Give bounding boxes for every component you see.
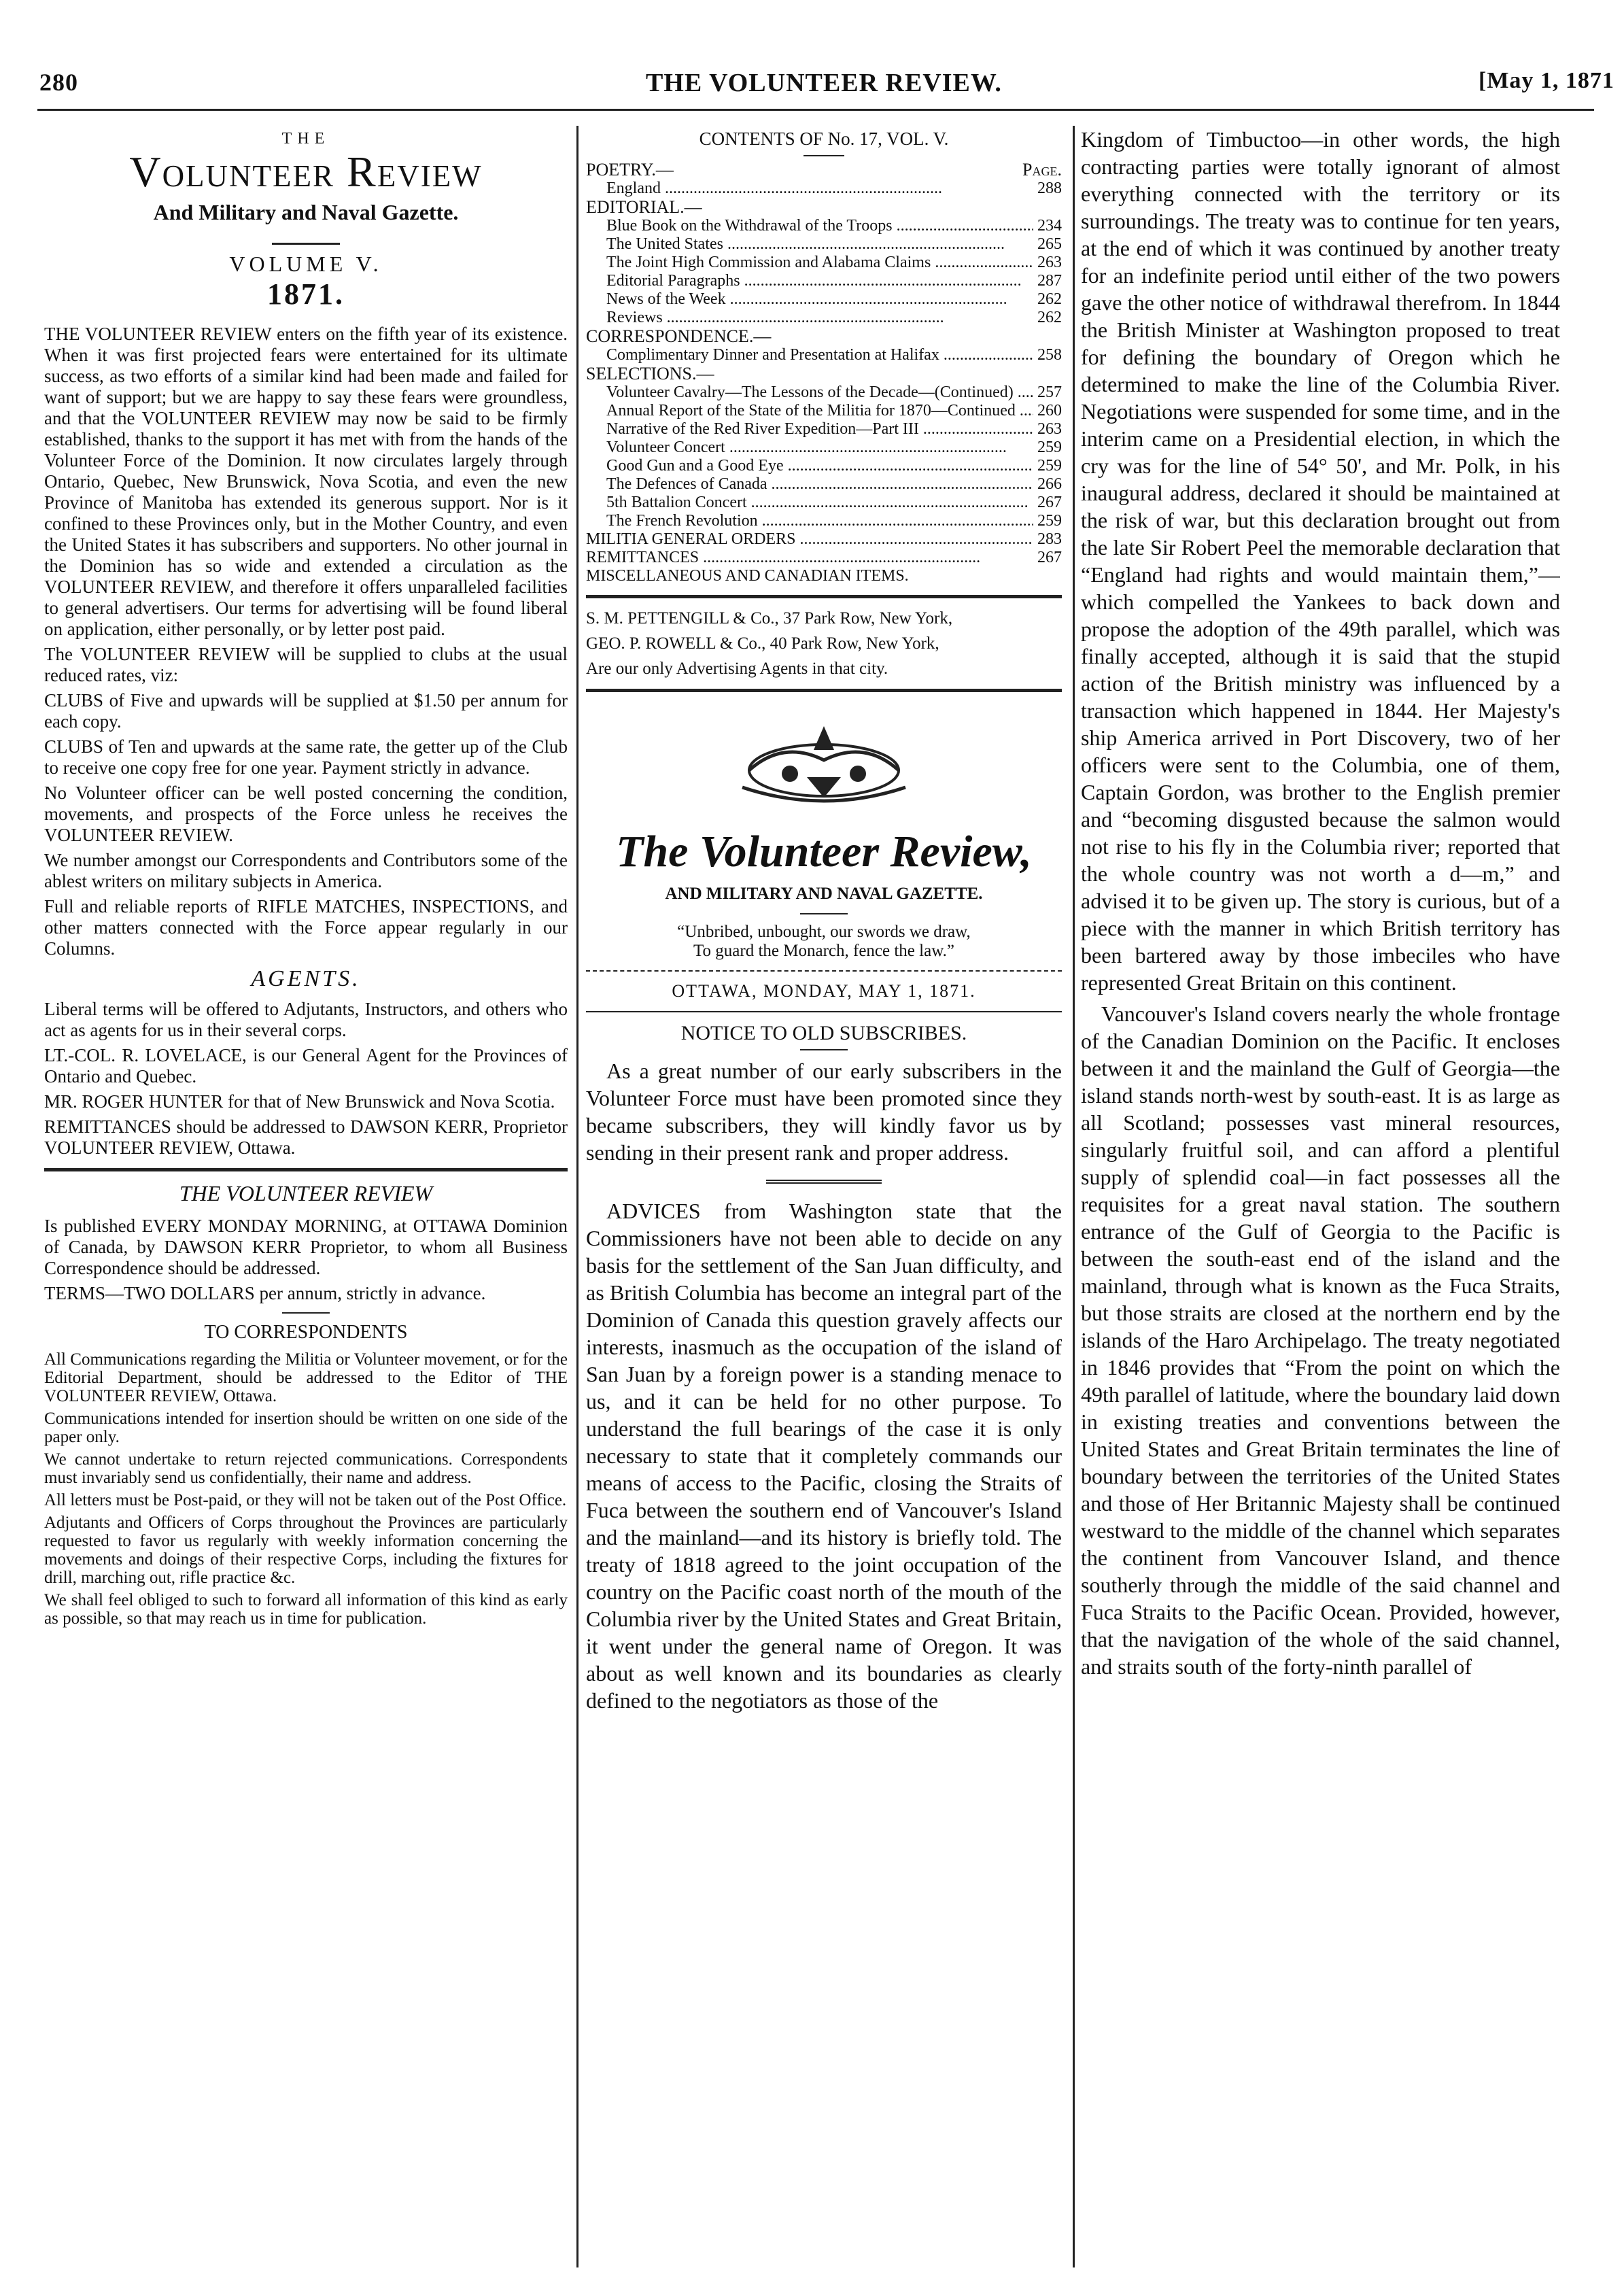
toc-entry (606, 272, 1062, 290)
toc-entry-page: 258 (1037, 346, 1062, 364)
column-3 (1081, 126, 1560, 2240)
toc-misc: MISCELLANEOUS AND CANADIAN ITEMS. (586, 567, 909, 585)
volume-label: VOLUME V. (229, 252, 383, 276)
section-rule (586, 1011, 1062, 1012)
ad-agent-1: S. M. PETTENGILL & Co., 37 Park Row, New York, (586, 609, 953, 628)
toc-entry (606, 420, 1062, 439)
toc-entry-page: 267 (1037, 549, 1062, 566)
short-rule (800, 1049, 848, 1050)
toc-entry-page: 259 (1037, 457, 1062, 475)
toc-entry-title: The United States ..... (606, 235, 1033, 254)
toc-entry-title: MILITIA GENERAL ORDERS ..... (586, 530, 1033, 549)
clubs-ten: CLUBS of Ten and upwards at the same rate, the getter up of the Club to receive one copy free for one year. Payment strictly in advance. (44, 736, 568, 778)
toc-entry (606, 494, 1062, 512)
toc-entry (606, 475, 1062, 494)
correspondents-paragraph: We number amongst our Correspondents and Contributors some of the ablest writers on military subjects in America. (44, 850, 568, 891)
toc-entry-title: The Joint High Commission and Alabama Claims ..... (606, 254, 1033, 272)
toc-entry-page: 260 (1037, 402, 1062, 420)
toc-entry-page: 288 (1037, 179, 1062, 197)
toc-entry-page: 263 (1037, 420, 1062, 438)
toc-entry (606, 457, 1062, 475)
toc-entry-page: 259 (1037, 512, 1062, 530)
to-correspondents-heading: TO CORRESPONDENTS (204, 1322, 408, 1343)
crest-emblem-icon (586, 713, 1062, 818)
agent-hunter: MR. ROGER HUNTER for that of New Brunswick and Nova Scotia. (44, 1091, 555, 1112)
notice-heading: NOTICE TO OLD SUBSCRIBES. (680, 1022, 967, 1044)
clubs-intro: The VOLUNTEER REVIEW will be supplied to clubs at the usual reduced rates, viz: (44, 644, 568, 685)
no-officer-paragraph: No Volunteer officer can be well posted concerning the condition, movements, and prospects of the Force unless he receives the VOLUNTEER REVIEW. (44, 783, 568, 845)
short-rule (804, 155, 844, 156)
toc-entry-title: Editorial Paragraphs ..... (606, 272, 1033, 290)
short-rule (282, 1312, 330, 1314)
toc-entry-page: 259 (1037, 439, 1062, 456)
title-rule (272, 243, 340, 245)
toc-entry-page: 266 (1037, 475, 1062, 493)
toc-entry-title: 5th Battalion Concert ..... (606, 494, 1033, 512)
agent-lovelace: LT.-COL. R. LOVELACE, is our General Agent for the Provinces of Ontario and Quebec. (44, 1045, 568, 1086)
vr-heading: THE VOLUNTEER REVIEW (179, 1181, 433, 1205)
toc-entry-title: Blue Book on the Withdrawal of the Troops ..... (606, 217, 1033, 235)
toc-page-label: Page. (1022, 160, 1062, 179)
toc-entry (606, 254, 1062, 272)
toc-entry-title: England ..... (606, 179, 1033, 198)
published-note: Is published EVERY MONDAY MORNING, at OTTAWA Dominion of Canada, by DAWSON KERR Proprietor, to whom all Business Correspondence should be addressed. (44, 1216, 568, 1278)
corr-note-5: Adjutants and Officers of Corps throughout the Provinces are particularly requested to favor us regularly with weekly information concerning the movements and doings of their respective Corps, including the fixtures for drill, marching out, rifle practice &c. (44, 1513, 568, 1587)
section-rule (586, 970, 1062, 972)
toc-entry-title: Volunteer Concert ..... (606, 439, 1033, 457)
toc-entry (606, 290, 1062, 309)
article-continued-1: Kingdom of Timbuctoo—in other words, the high contracting parties were totally ignorant of almost everything connected with the territory or its surroundings. The treaty was to continue for ten years, at the end of which it was continued by another treaty for an indefinite period until either of the two powers gave the other notice of withdrawal therefrom. In 1844 the British Minister at Washington proposed to treat for defining the boundary of Oregon which he determined to make the line of the Columbia River. Negotiations were suspended for some time, and in the interim came on a Presidential election, in which the cry was for the line of 54° 50', and Mr. Polk, in his inaugural address, declared it should be maintained at the risk of war, but this declaration brought out from the late Sir Robert Peel the memorable declaration that “England had rights and would maintain them,”—which compelled the Yankees to back down and propose the adoption of the 49th parallel, which was finally accepted, although it is said that the stupid action of the British ministry was influenced by a transaction which happened in 1844. Her Majesty's ship America arrived in Port Discovery, two of her officers were sent to the Columbia, one of them, Captain Gordon, was brother to the English premier and “becoming disgusted because the salmon would not rise to his fly in the Columbia river; reported that the whole country was not worth a d—m,” and advised it to be given up. The story is curious, but of a piece with the manner in which British territory has been bartered away by those imbeciles who have represented Great Britain on this continent. (1081, 127, 1560, 995)
toc-entry (606, 179, 1062, 198)
toc-entry (606, 402, 1062, 420)
masthead-subtitle: AND MILITARY AND NAVAL GAZETTE. (665, 885, 983, 903)
toc-entry (606, 383, 1062, 402)
toc-selections: SELECTIONS.— (586, 364, 714, 383)
toc-entry-page: 262 (1037, 290, 1062, 308)
toc-entry-page: 263 (1037, 254, 1062, 271)
toc-entry-title: News of the Week ..... (606, 290, 1033, 309)
toc-entry-title: REMITTANCES ..... (586, 549, 1033, 567)
agents-terms: Liberal terms will be offered to Adjutants, Instructors, and others who act as agents for us in their several corps. (44, 999, 568, 1040)
page-number: 280 (39, 69, 78, 96)
toc-entry-title: Reviews ..... (606, 309, 1033, 327)
remittances-note: REMITTANCES should be addressed to DAWSON KERR, Proprietor VOLUNTEER REVIEW, Ottawa. (44, 1116, 568, 1158)
article-continued-2: Vancouver's Island covers nearly the whole frontage of the Canadian Dominion on the Pacific. It encloses between it and the mainland the Gulf of Georgia—the island stands north-west by south-east. It is as large as all Scotland; possesses vast mineral resources, singularly fruitful soil, and can afford a plentiful supply of splendid coal—in fact possesses all the requisites for a great naval station. The southern entrance of the Gulf of Georgia to the Pacific is between the south-east end of the island and the mainland, through what is known as the Fuca Straits, but those straits are closed at the northern end by the islands of the Haro Archipelago. The treaty negotiated in 1846 provides that “From the point on which the 49th parallel of latitude, where the boundary laid down in existing treaties and conventions between the United States and Great Britain terminates the line of boundary between the territories of the United States and those of Her Britannic Majesty shall be continued westward to the middle of the channel which separates the continent from Vancouver Island, and thence southerly through the middle of the said channel and Fuca Straits to the Pacific Ocean. Provided, however, that the navigation of the whole of the said channel, and straits south of the forty-ninth parallel of (1081, 1002, 1560, 1679)
toc-entry-title: Narrative of the Red River Expedition—Part III ..... (606, 420, 1033, 439)
column-1 (44, 126, 568, 2240)
toc-entry (606, 346, 1062, 364)
toc-entry-title: Good Gun and a Good Eye ..... (606, 457, 1033, 475)
running-title: THE VOLUNTEER REVIEW. (646, 69, 1002, 97)
paper-title: Volunteer Review (129, 148, 483, 196)
issue-date: [May 1, 1871 (1479, 68, 1614, 93)
column-rule (1073, 126, 1075, 2267)
toc-entry-title: The French Revolution ..... (606, 512, 1033, 530)
toc-entry (606, 217, 1062, 235)
ornament-rule (766, 1180, 882, 1184)
toc-editorial: EDITORIAL.— (586, 197, 702, 217)
corr-note-1: All Communications regarding the Militia or Volunteer movement, or for the Editorial Department, should be addressed to the Editor of THE VOLUNTEER REVIEW, Ottawa. (44, 1350, 568, 1405)
toc-entry (586, 530, 1062, 549)
toc-correspondence: CORRESPONDENCE.— (586, 326, 772, 346)
toc-poetry: POETRY.— (586, 160, 674, 179)
reports-paragraph: Full and reliable reports of RIFLE MATCHES, INSPECTIONS, and other matters connected with the Force appear regularly in our Columns. (44, 896, 568, 959)
the-label: THE (281, 130, 330, 148)
dateline: OTTAWA, MONDAY, MAY 1, 1871. (672, 981, 976, 1001)
toc-entry-title: Annual Report of the State of the Militia for 1870—Continued ..... (606, 402, 1033, 420)
section-rule (586, 595, 1062, 598)
toc-entry (606, 439, 1062, 457)
terms-note: TERMS—TWO DOLLARS per annum, strictly in advance. (44, 1283, 486, 1303)
year-label: 1871. (267, 277, 345, 311)
toc-entry-title: Complimentary Dinner and Presentation at Halifax ..... (606, 346, 1033, 364)
ad-agent-2: GEO. P. ROWELL & Co., 40 Park Row, New York, (586, 634, 939, 653)
motto-line-2: To guard the Monarch, fence the law.” (693, 942, 954, 960)
corr-note-4: All letters must be Post-paid, or they will not be taken out of the Post Office. (44, 1491, 567, 1509)
toc-entry (606, 235, 1062, 254)
toc-entry-page: 283 (1037, 530, 1062, 548)
notice-body: As a great number of our early subscribers in the Volunteer Force must have been promoted since they became subscribers, they will kindly favor us by sending in their present rank and proper address. (586, 1059, 1062, 1165)
toc-entry-page: 257 (1037, 383, 1062, 401)
intro-paragraph: THE VOLUNTEER REVIEW enters on the fifth year of its existence. When it was first projected fears were entertained for its ultimate success, as two efforts of a similar kind had been made and failed for want of support; but we are happy to say these fears were groundless, and that the VOLUNTEER REVIEW may now be said to be firmly established, thanks to the support it has met with from the hands of the Volunteer Force of the Dominion. It now circulates largely through Ontario, Quebec, New Brunswick, Nova Scotia, and even the new Province of Manitoba has extended its generous support. Nor is it confined to these Provinces only, but in the Mother Country, and even the United States it has subscribers and supporters. No other journal in the Dominion has so wide and extended a circulation as the VOLUNTEER REVIEW, and therefore it offers unparalleled facilities to general advertisers. Our terms for advertising will be found liberal on application, either personally, or by letter post paid. (44, 324, 568, 639)
corr-note-6: We shall feel obliged to such to forward all information of this kind as early as possible, so that may reach us in time for publication. (44, 1591, 568, 1628)
paper-subtitle: And Military and Naval Gazette. (153, 200, 459, 224)
header-rule (37, 109, 1594, 111)
ad-agents-note: Are our only Advertising Agents in that city. (586, 660, 888, 678)
column-2 (586, 126, 1062, 2240)
toc-entry-page: 234 (1037, 217, 1062, 235)
toc-entry-title: Volunteer Cavalry—The Lessons of the Decade—(Continued) ..... (606, 383, 1033, 402)
toc-entry (586, 549, 1062, 567)
motto-line-1: “Unbribed, unbought, our swords we draw, (677, 923, 971, 941)
agents-heading: AGENTS. (251, 966, 361, 991)
column-rule (576, 126, 578, 2267)
masthead-title: The Volunteer Review, (616, 827, 1032, 876)
toc-entry (606, 512, 1062, 530)
contents-heading: CONTENTS OF No. 17, VOL. V. (699, 129, 949, 149)
corr-note-3: We cannot undertake to return rejected communications. Correspondents must invariably send us confidentially, their name and address. (44, 1450, 568, 1487)
toc-entry-page: 262 (1037, 309, 1062, 326)
toc-entry (606, 309, 1062, 327)
clubs-five: CLUBS of Five and upwards will be supplied at $1.50 per annum for each copy. (44, 690, 568, 732)
short-rule (800, 913, 848, 914)
section-rule (44, 1168, 568, 1171)
toc-entry-page: 287 (1037, 272, 1062, 290)
section-rule (586, 689, 1062, 692)
corr-note-2: Communications intended for insertion should be written on one side of the paper only. (44, 1409, 568, 1446)
advices-article: ADVICES from Washington state that the Commissioners have not been able to decide on any basis for the settlement of the San Juan difficulty, and as British Columbia has become an integral part of the Dominion of Canada this question gravely affects our interests, inasmuch as the occupation of the island of San Juan by a foreign power is a standing menace to us, and it can be held for no other purpose. To understand the full bearings of the case it is only necessary to state that it completely commands our means of access to the Pacific, closing the Straits of Fuca between the southern end of Vancouver's Island and the mainland—and its history is briefly told. The treaty of 1818 agreed to the joint occupation of the country on the Pacific coast north of the mouth of the Columbia river by the United States and Great Britain, it went under the general name of Oregon. It was about as well known and its boundaries as clearly defined to the negotiators as those of the (586, 1199, 1062, 1713)
toc-entry-title: The Defences of Canada ..... (606, 475, 1033, 494)
toc-entry-page: 267 (1037, 494, 1062, 511)
toc-entry-page: 265 (1037, 235, 1062, 253)
